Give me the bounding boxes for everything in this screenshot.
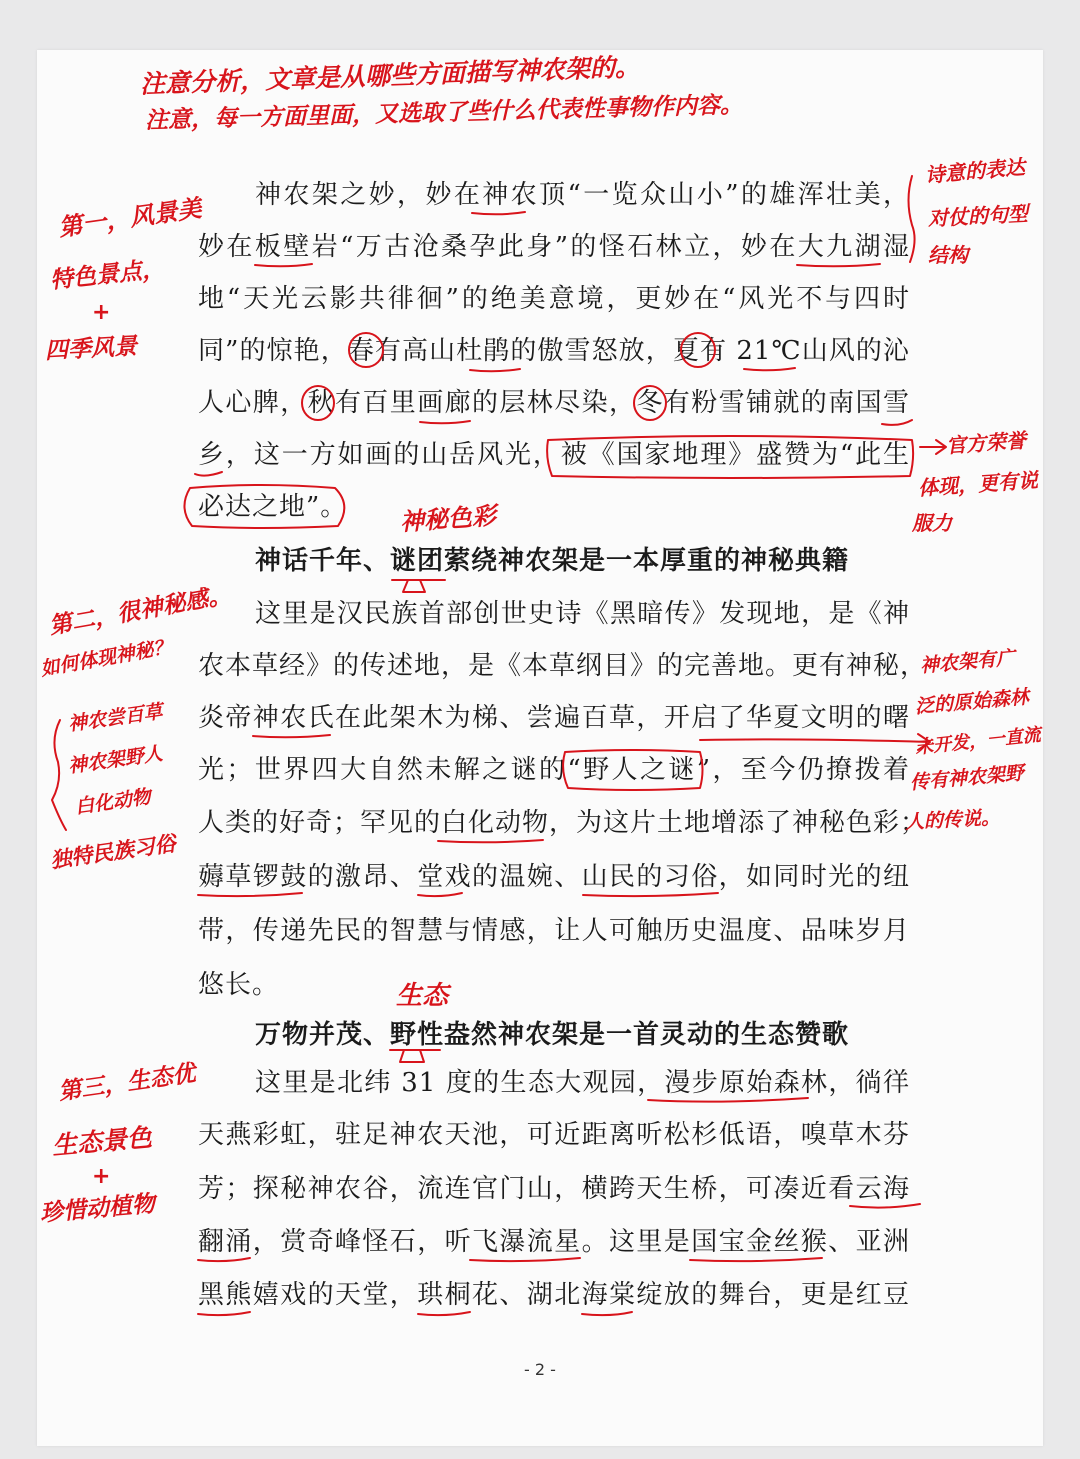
margin-annotation: 四季风景 [44,333,138,365]
margin-annotation: 特色景点， [48,256,167,294]
margin-annotation: + [92,300,111,325]
inline-annotation: 神秘色彩 [399,501,497,537]
margin-annotation: + [92,1164,111,1189]
text-line: 天燕彩虹，驻足神农天池，可近距离听松杉低语，嗅草木芬 [198,1120,910,1150]
text-line: 带，传递先民的智慧与情感，让人可触历史温度、品味岁月 [198,916,910,946]
margin-annotation: 第二，很神秘感。 [47,582,233,640]
text-line: 炎帝神农氏在此架木为梯、尝遍百草，开启了华夏文明的曙 [198,703,910,733]
top-annotation: 注意分析，文章是从哪些方面描写神农架的。 [139,52,641,99]
text-line: 妙在板壁岩“万古沧桑孕此身”的怪石林立，妙在大九湖湿 [198,232,910,262]
text-line: 神农架之妙，妙在神农顶“一览众山小”的雄浑壮美， [255,180,910,210]
right-annotation: 人的传说。 [904,806,1001,834]
right-annotation: 服力 [912,511,952,535]
right-annotation: 未开发，一直流 [914,724,1042,759]
right-annotation: 体现，更有说 [917,467,1039,501]
margin-annotation: 第三，生态优 [56,1060,198,1106]
margin-annotation: 如何体现神秘？ [38,635,174,681]
text-line: 光；世界四大自然未解之谜的“野人之谜”，至今仍撩拨着 [198,755,910,785]
top-annotation: 注意，每一方面里面，又选取了些什么代表性事物作内容。 [144,92,744,134]
text-line: 这里是北纬 31 度的生态大观园，漫步原始森林，徜徉 [255,1068,910,1098]
text-line: 必达之地”。 [198,492,348,522]
margin-annotation: 珍惜动植物 [39,1191,156,1227]
section-heading: 神话千年、谜团萦绕神农架是一本厚重的神秘典籍 [255,546,850,576]
text-line: 地“天光云影共徘徊”的绝美意境，更妙在“风光不与四时 [198,284,910,314]
text-line: 这里是汉民族首部创世史诗《黑暗传》发现地，是《神 [255,599,910,629]
text-line: 芳；探秘神农谷，流连官门山，横跨天生桥，可凑近看云海 [198,1174,910,1204]
margin-annotation: 神农尝百草 [66,700,164,736]
right-annotation: 传有神农架野 [909,762,1025,794]
right-annotation: 神农架有广 [919,646,1016,678]
margin-annotation: 神农架野人 [66,742,164,778]
text-line: 黑熊嬉戏的天堂，珙桐花、湖北海棠绽放的舞台，更是红豆 [198,1280,910,1310]
margin-annotation: 生态景色 [50,1122,154,1161]
inline-annotation: 生态 [396,981,449,1011]
text-line: 乡，这一方如画的山岳风光，被《国家地理》盛赞为“此生 [198,440,910,470]
text-line: 薅草锣鼓的激昂、堂戏的温婉、山民的习俗，如同时光的纽 [198,862,910,892]
right-annotation: 结构 [928,243,968,267]
text-line: 翻涌，赏奇峰怪石，听飞瀑流星。这里是国宝金丝猴、亚洲 [198,1227,910,1257]
margin-annotation: 第一，风景美 [56,194,204,242]
text-line: 人类的好奇；罕见的白化动物，为这片土地增添了神秘色彩； [198,808,928,838]
page-number: - 2 - [524,1360,556,1379]
margin-annotation: 独特民族习俗 [48,831,178,873]
section-heading: 万物并茂、野性盎然神农架是一首灵动的生态赞歌 [255,1020,850,1050]
text-line: 同”的惊艳，春有高山杜鹃的傲雪怒放，夏有 21℃山风的沁 [198,336,910,366]
right-annotation: 官方荣誉 [945,428,1027,458]
right-annotation: 诗意的表达 [924,154,1026,188]
right-annotation: 对仗的句型 [927,201,1029,231]
text-line: 悠长。 [198,970,280,1000]
right-annotation: 泛的原始森林 [914,686,1030,718]
text-line: 人心脾，秋有百里画廊的层林尽染，冬有粉雪铺就的南国雪 [198,388,910,418]
margin-annotation: 白化动物 [73,785,153,819]
text-line: 农本草经》的传述地，是《本草纲目》的完善地。更有神秘， [198,651,928,681]
